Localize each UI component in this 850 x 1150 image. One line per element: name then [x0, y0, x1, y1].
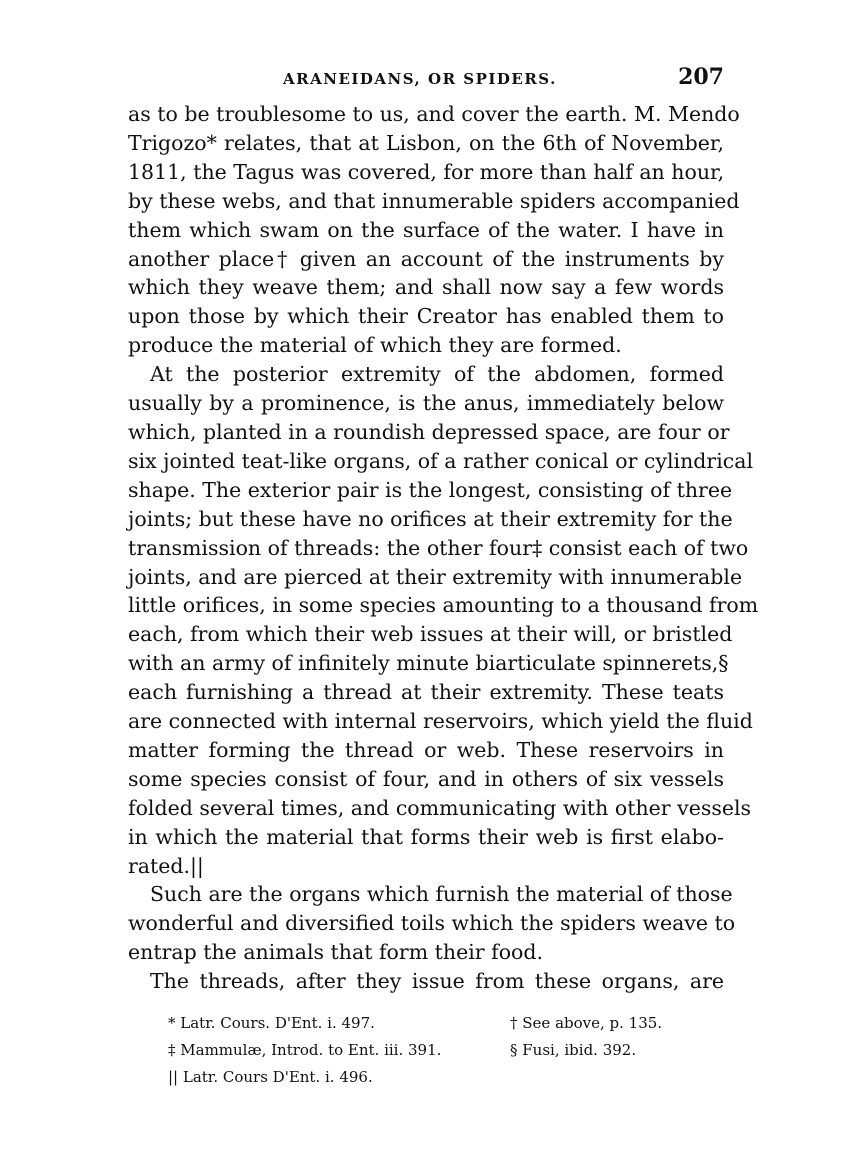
text-line: which they weave them; and shall now say a few words: [128, 275, 724, 300]
text-line: matter forming the thread or web. These reservoirs in: [128, 737, 724, 762]
footnote: * Latr. Cours. D'Ent. i. 497.: [168, 1014, 375, 1033]
text-line: in which the material that forms their web is first elabo-: [128, 824, 724, 849]
text-line: entrap the animals that form their food.: [128, 940, 544, 965]
text-line: 1811, the Tagus was covered, for more than half an hour,: [128, 159, 725, 184]
text-line: usually by a prominence, is the anus, immediately below: [128, 391, 724, 416]
text-line: as to be troublesome to us, and cover the earth. M. Mendo: [128, 102, 740, 126]
text-line: upon those by which their Creator has enabled them to: [128, 304, 724, 329]
text-line: another place† given an account of the instruments by: [128, 246, 724, 271]
text-line: joints, and are pierced at their extremity with innumerable: [128, 564, 743, 589]
page-number: 207: [678, 64, 724, 90]
text-line: folded several times, and communicating with other vessels: [128, 795, 752, 820]
footnote-row: [128, 1037, 724, 1064]
footnote: ‡ Mammulæ, Introd. to Ent. iii. 391.: [168, 1041, 442, 1060]
text-line: rated.||: [128, 853, 204, 878]
paragraph: [128, 360, 759, 880]
text-line: Such are the organs which furnish the material of those: [150, 882, 733, 907]
running-title: ARANEIDANS, OR SPIDERS.: [283, 70, 557, 88]
text-line: each furnishing a thread at their extremity. These teats: [128, 680, 724, 705]
text-line: them which swam on the surface of the water. I have in: [128, 217, 724, 242]
text-line: transmission of threads: the other four‡ consist each of two: [128, 535, 749, 560]
footnote-row: [128, 1010, 724, 1037]
text-line: joints; but these have no orifices at their extremity for the: [128, 506, 733, 531]
text-line: produce the material of which they are formed.: [128, 333, 622, 358]
book-page: [128, 60, 759, 1091]
text-line: Trigozo* relates, that at Lisbon, on the 6th of November,: [128, 130, 724, 155]
text-line: shape. The exterior pair is the longest, consisting of three: [128, 477, 733, 502]
paragraph: [128, 100, 740, 360]
paragraph: [128, 880, 736, 967]
running-head: [128, 60, 724, 94]
text-line: At the posterior extremity of the abdomen, formed: [150, 362, 724, 387]
text-line: wonderful and diversified toils which the spiders weave to: [128, 911, 736, 936]
footnotes: [128, 1010, 724, 1091]
paragraph: [128, 967, 724, 996]
text-line: six jointed teat-like organs, of a rather conical or cylindrical: [128, 448, 754, 473]
text-line: some species consist of four, and in others of six vessels: [128, 766, 724, 791]
text-line: each, from which their web issues at their will, or bristled: [128, 622, 733, 647]
text-line: are connected with internal reservoirs, which yield the fluid: [128, 709, 753, 734]
footnote-row: [128, 1064, 724, 1091]
footnote: † See above, p. 135.: [510, 1014, 663, 1033]
text-line: The threads, after they issue from these organs, are: [150, 969, 724, 994]
text-line: little orifices, in some species amounting to a thousand from: [128, 593, 759, 618]
body-text: [128, 100, 759, 996]
text-line: which, planted in a roundish depressed space, are four or: [128, 419, 730, 444]
footnote: || Latr. Cours D'Ent. i. 496.: [168, 1068, 373, 1087]
footnote: § Fusi, ibid. 392.: [510, 1041, 637, 1060]
text-line: with an army of infinitely minute biarticulate spinnerets,§: [128, 651, 729, 676]
text-line: by these webs, and that innumerable spiders accompanied: [128, 188, 740, 213]
